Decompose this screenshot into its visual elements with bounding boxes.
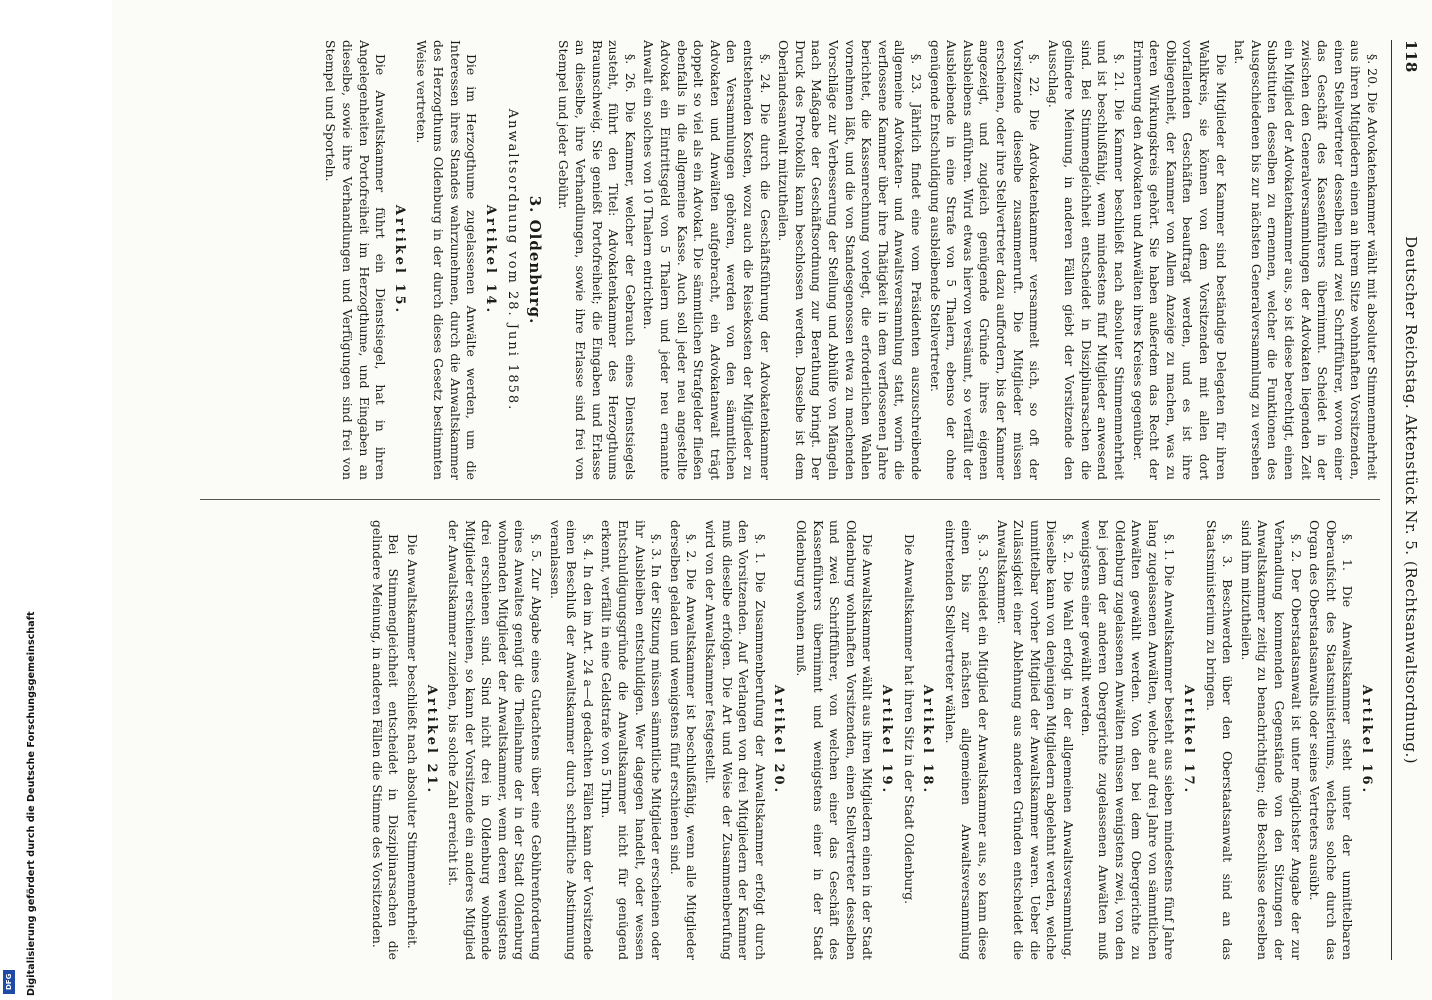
section-heading: 3. Oldenburg. (525, 195, 544, 325)
text-paragraph: Die Anwaltskammer beschließt nach absoluter Stimmenmehrheit. (404, 534, 420, 949)
text-paragraph: §. 2. Die Wahl erfolgt in der allgemeinen Anwaltsversammlung. Dieselbe kann von denjenigen Mitgliedern abgelehnt werden, welche unmittelbar vorher Mitglied der Anwaltskammer waren. Ueber die Zulässigkeit einer Ablehnung aus anderen Gründen entscheidet die Anwaltskammer. (994, 520, 1076, 960)
text-paragraph: Bei Stimmengleichheit entscheidet in Disziplinarsachen die gelindere Meinung, in anderen Fällen die Stimme des Vorsitzenden. (369, 520, 402, 960)
section-heading: Artikel 18. (920, 684, 936, 796)
text-paragraph: Die im Herzogthume zugelassenen Anwälte werden, um die Interessen ihres Standes wahrzunehmen, durch die Anwaltskammer des Herzogthums Oldenburg in der durch dieses Gesetz bestimmten Weise vertreten. (414, 40, 480, 480)
section-heading: Artikel 14. (482, 204, 498, 316)
text-paragraph: §. 22. Die Advokatenkammer versammelt sich, so oft der Vorsitzende dieselbe zusammenruft. Die Mitglieder müssen erscheinen, oder ihre Stellvertreter dazu auffordern, bis der Kammer angezeigt, und zugleich genügende Gründe ihres eigenen Ausbleibens anführen. Wird etwas hiervon versäumt, so verfällt der Ausbleibende in eine Strafe von 5 Thalern, ebenso der ohne genügende Entschuldigung ausbleibende Stellvertreter. (927, 40, 1043, 480)
text-paragraph: §. 5. Zur Abgabe eines Gutachtens über eine Gebührenforderung eines Anwaltes genügt die Theilnahme der in der Stadt Oldenburg wohnenden Mitglieder der Anwaltskammer, wenn deren wenigstens drei erschienen sind. Sind nicht drei in Oldenburg wohnende Mitglieder erschienen, so kann der Vorsitzende ein anderes Mitglied der Anwaltskammer zuziehen, bis solche Zahl erreicht ist. (446, 520, 545, 960)
text-paragraph: §. 3. Scheidet ein Mitglied der Anwaltskammer aus, so kann diese einen bis zur nächsten allgemeinen Anwaltsversammlung eintretenden Stellvertreter wählen. (942, 520, 991, 960)
section-heading: Artikel 17. (1181, 684, 1197, 796)
text-paragraph: §. 3. In der Sitzung müssen sämmtliche Mitglieder erscheinen oder ihr Ausbleiben entschuldigen. Wer dagegen handelt, oder wessen Entschuldigungsgründe die Anwaltskammer nicht für genügend erkennt, verfällt in eine Geldstrafe von 5 Thlrn. (599, 520, 665, 960)
text-paragraph: §. 21. Die Kammer beschließt nach absoluter Stimmenmehrheit und ist beschlußfähig, wenn mindestens fünf Mitglieder anwesend sind. Bei Stimmengleichheit entscheidet in Disziplinarsachen die gelindere Meinung, in anderen Fällen giebt der Vorsitzende den Ausschlag. (1045, 40, 1128, 480)
section-heading: Artikel 16. (1359, 684, 1374, 796)
section-heading: Artikel 15. (391, 204, 407, 316)
digitization-credit-text: Digitalisierung gefördert durch die Deutsche Forschungsgemeinschaft (26, 611, 37, 996)
section-heading: Artikel 19. (878, 684, 894, 796)
right-text-column (140, 520, 1380, 960)
text-paragraph: Die Anwaltskammer wählt aus ihren Mitgliedern einen in der Stadt Oldenburg wohnhaften Vorsitzenden, einen Stellvertreter desselben und zwei Schriftführer, von welchen einer das Geschäft des Kassenführers übernimmt und wenigstens einer in der Stadt Oldenburg wohnen muß. (794, 520, 876, 960)
page-number: 118 (1402, 40, 1420, 73)
text-paragraph: §. 3. Beschwerden über den Oberstaatsanwalt sind an das Staatsministerium zu bringen. (1203, 520, 1236, 960)
digitization-credit-strip (0, 0, 40, 1000)
text-paragraph: §. 20. Die Advokatenkammer wählt mit absoluter Stimmenmehrheit aus ihren Mitgliedern einen an ihrem Sitze wohnhaften Vorsitzenden, einen Stellvertreter desselben und zwei Schriftführer, wovon einer das Geschäft des Kassenführers übernimmt. Scheidet in der zwischen den Generalversammlungen der Advokaten liegenden Zeit ein Mitglied der Advokatenkammer aus, so ist diese berechtigt, einen Substituten desselben zu ernennen, welcher die Funktionen des Ausgeschiedenen bis zur nächsten Generalversammlung zu versehen hat. (1232, 40, 1380, 480)
page-header (1394, 40, 1420, 960)
section-heading: Artikel 21. (423, 684, 439, 796)
text-paragraph: §. 4. In den im Art. 24 a—d gedachten Fällen kann der Vorsitzende einen Beschluß der Anwaltskammer durch schriftliche Abstimmung veranlassen. (547, 520, 596, 960)
text-paragraph: Die Mitglieder der Kammer sind beständige Delegaten für ihren Wahlkreis, sie können von dem Vorsitzenden mit allen dort vorfallenden Geschäften beauftragt werden, und es ist ihre Obliegenheit, der Kammer von Allem Anzeige zu machen, was zu deren Wirkungskreis gehört. Sie haben außerdem das Recht der Erinnerung den Advokaten und Anwälten ihres Kreises gegenüber. (1130, 40, 1229, 480)
dfg-logo-icon: DFG (3, 970, 15, 994)
header-rule (1391, 40, 1392, 960)
text-paragraph: §. 1. Die Anwaltskammer steht unter der unmittelbaren Oberaufsicht des Staatsministeriums, welches solche durch das Organ des Oberstaatsanwalts oder seines Vertreters ausübt. (1307, 520, 1356, 960)
running-head: Deutscher Reichstag. Aktenstück Nr. 5. (Rechtsanwaltsordnung.) (1402, 235, 1420, 765)
column-divider (200, 499, 1380, 500)
text-paragraph: §. 24. Die durch die Geschäftsführung der Advokatenkammer entstehenden Kosten, wozu auch die Reisekosten der Mitglieder zu den Versammlungen gehören, werden von den sämmtlichen Advokaten und Anwälten aufgebracht, ein Advokatanwalt trägt doppelt so viel als ein Advokat. Die sämmtlichen Strafgelder fließen ebenfalls in die allgemeine Kasse. Auch soll jeder neu angestellte Advokat ein Eintrittsgeld von 5 Thalern und jeder neu ernannte Anwalt ein solches von 10 Thalern entrichten. (641, 40, 773, 480)
text-paragraph: §. 1. Die Anwaltskammer besteht aus sieben mindestens fünf Jahre lang zugelassenen Anwälten, welche auf drei Jahre von sämmtlichen Anwälten gewählt werden. Von den bei dem Obergerichte zu Oldenburg zugelassenen Anwälten müssen wenigstens zwei, von den bei jedem der anderen Obergerichte zugelassenen Anwälten muß wenigstens einer gewählt werden. (1079, 520, 1178, 960)
text-paragraph: §. 26. Die Kammer, welcher der Gebrauch eines Dienstsiegels zusteht, führt den Titel: Advokatenkammer des Herzogthums Braunschweig. Sie genießt Portofreiheit; die Eingaben und Erlasse an dieselbe, ihre Verhandlungen, sowie ihre Erlasse sind frei von Stempel und jeder Gebühr. (556, 40, 638, 480)
text-paragraph: §. 1. Die Zusammenberufung der Anwaltskammer erfolgt durch den Vorsitzenden. Auf Verlangen von drei Mitgliedern der Kammer muß dieselbe erfolgen. Die Art und Weise der Zusammenberufung wird von der Anwaltskammer festgestellt. (703, 520, 768, 960)
text-paragraph: §. 23. Jährlich findet eine vom Präsidenten auszuschreibende allgemeine Advokaten- und Anwaltsversammlung statt, worin die verflossene Kammer über ihre Thätigkeit in dem verflossenen Jahre berichtet, die Kassenrechnung vorlegt, die erforderlichen Wahlen vornehmen läßt, und die von Standesgenossen etwa zu machenden Vorschläge zur Verbesserung der Stellung und Abhülfe von Mängeln nach Maßgabe der Geschäftsordnung zur Berathung bringt. Der Druck des Protokolls kann beschlossen werden. Dasselbe ist dem Oberlandesanwalt mitzutheilen. (776, 40, 924, 480)
left-text-column (140, 40, 1380, 480)
scanned-page (112, 0, 1432, 1000)
text-paragraph: Die Anwaltskammer führt ein Dienstsiegel, hat in ihren Angelegenheiten Portofreiheit im Herzogthume, und Eingaben an dieselbe, sowie ihre Verhandlungen und Verfügungen sind frei von Stempel und Sporteln. (323, 40, 389, 480)
text-paragraph: Die Anwaltskammer hat ihren Sitz in der Stadt Oldenburg. (901, 534, 917, 905)
text-paragraph: §. 2. Die Anwaltskammer ist beschlußfähig, wenn alle Mitglieder derselben geladen und wenigstens fünf erschienen sind. (667, 520, 700, 960)
section-heading: Anwaltsordnung vom 28. Juni 1858. (505, 108, 521, 412)
section-heading: Artikel 20. (771, 684, 787, 796)
text-paragraph: §. 2. Der Oberstaatsanwalt ist unter möglichster Angabe der zur Verhandlung kommenden Gegenstände von den Sitzungen der Anwaltskammer zeitig zu benachrichtigen; die Beschlüsse derselben sind ihm mitzutheilen. (1238, 520, 1304, 960)
